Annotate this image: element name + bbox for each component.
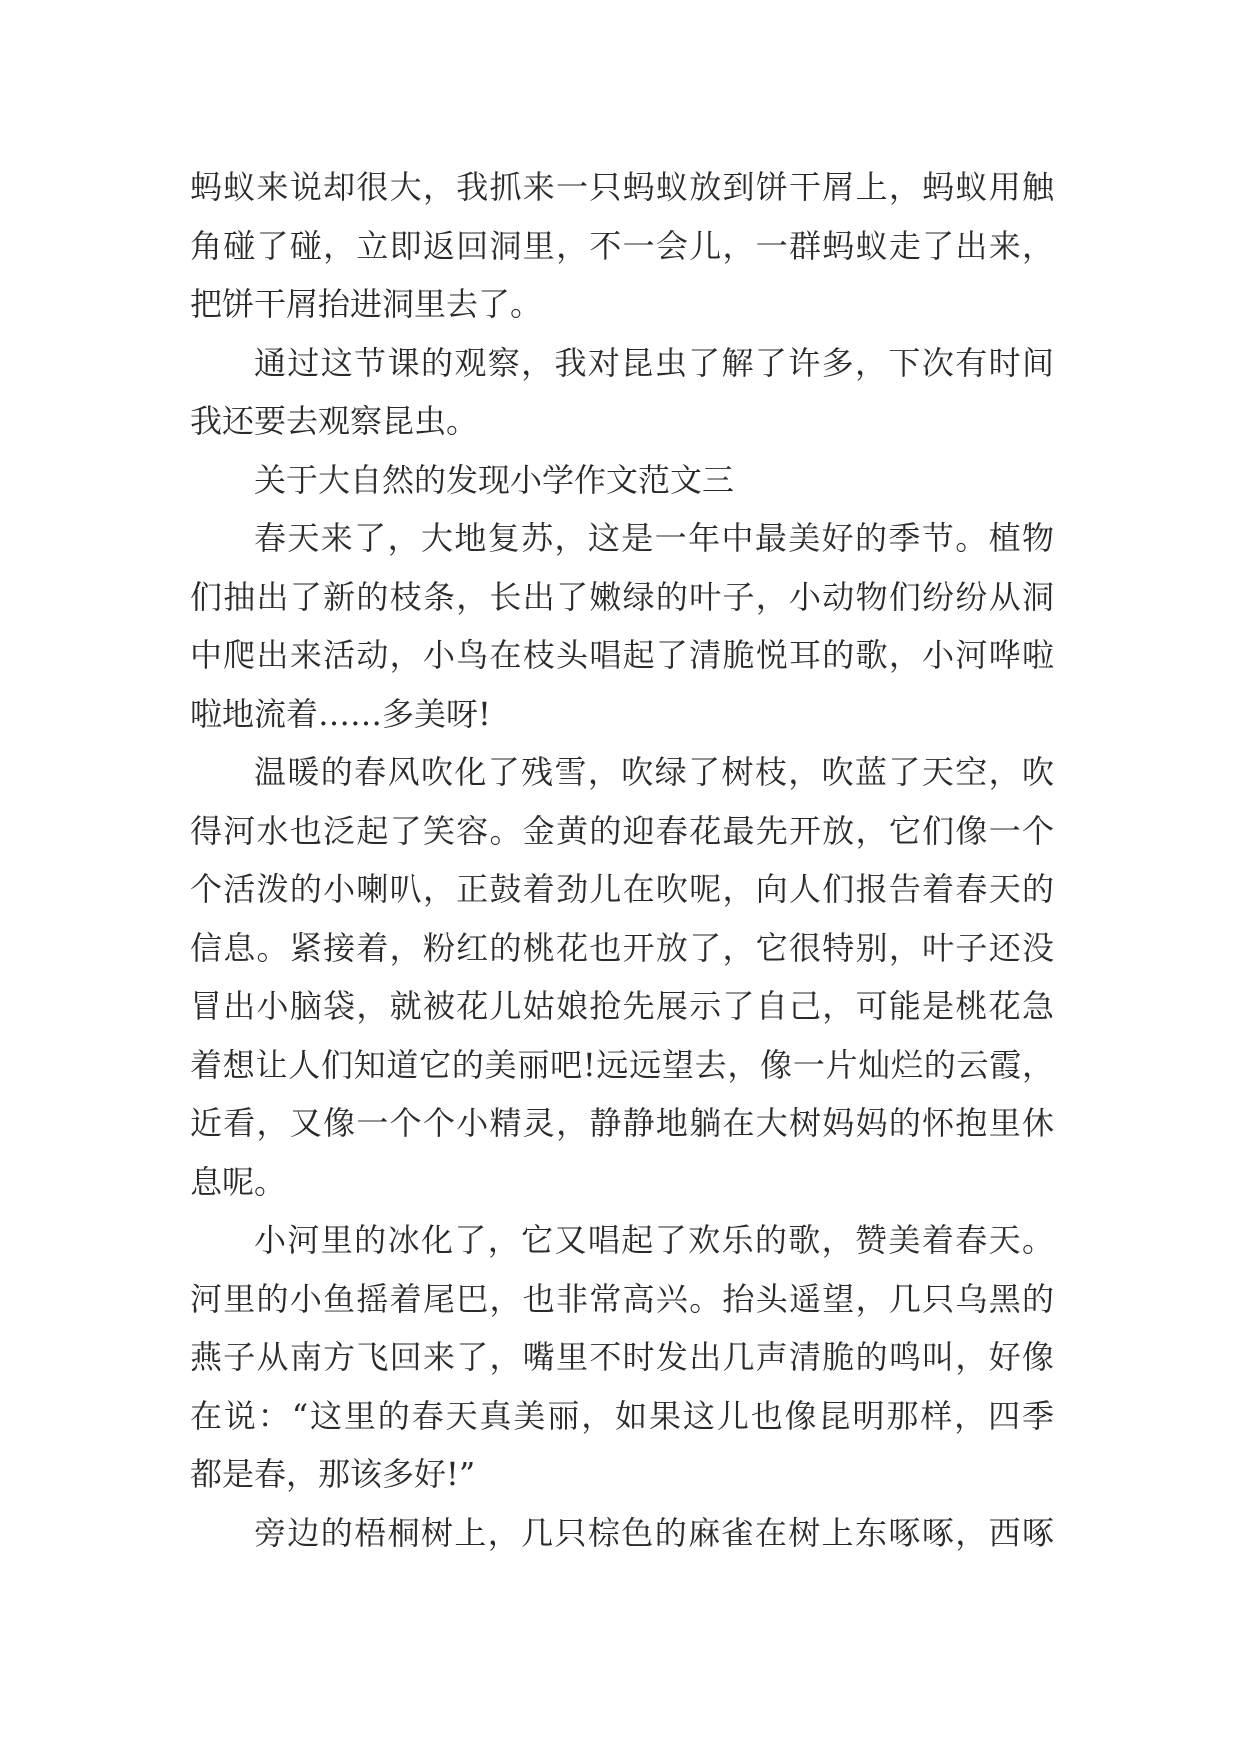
text-line: 河里的小鱼摇着尾巴，也非常高兴。抬头遥望，几只乌黑的 — [190, 1279, 1054, 1318]
text-line: 近看，又像一个个小精灵，静静地躺在大树妈妈的怀抱里休 — [190, 1104, 1054, 1142]
text-line: 春天来了，大地复苏，这是一年中最美好的季节。植物 — [254, 519, 1054, 557]
text-line: 把饼干屑抬进洞里去了。 — [190, 285, 543, 323]
text-line: 燕子从南方飞回来了，嘴里不时发出几声清脆的鸣叫，好像 — [190, 1338, 1054, 1376]
text-line: 中爬出来活动，小鸟在枝头唱起了清脆悦耳的歌，小河哗啦 — [190, 636, 1054, 674]
text-line: 信息。紧接着，粉红的桃花也开放了，它很特别，叶子还没 — [190, 928, 1054, 967]
text-line: 温暖的春风吹化了残雪，吹绿了树枝，吹蓝了天空，吹 — [254, 753, 1054, 791]
section-heading: 关于大自然的发现小学作文范文三 — [254, 460, 735, 499]
text-line: 啦地流着……多美呀! — [190, 694, 491, 733]
text-line: 息呢。 — [190, 1162, 287, 1201]
text-line: 个活泼的小喇叭，正鼓着劲儿在吹呢，向人们报告着春天的 — [190, 870, 1054, 908]
text-line: 们抽出了新的枝条，长出了嫩绿的叶子，小动物们纷纷从洞 — [190, 577, 1054, 616]
essay-text — [190, 158, 1054, 1562]
text-line: 蚂蚁来说却很大，我抓来一只蚂蚁放到饼干屑上，蚂蚁用触 — [190, 168, 1054, 206]
text-line: 旁边的梧桐树上，几只棕色的麻雀在树上东啄啄，西啄 — [254, 1513, 1054, 1552]
text-line: 我还要去观察昆虫。 — [190, 402, 479, 440]
text-line: 小河里的冰化了，它又唱起了欢乐的歌，赞美着春天。 — [254, 1221, 1054, 1259]
text-line: 通过这节课的观察，我对昆虫了解了许多，下次有时间 — [254, 343, 1054, 382]
text-line: 都是春，那该多好!” — [190, 1455, 476, 1493]
text-line: 着想让人们知道它的美丽吧!远远望去，像一片灿烂的云霞， — [190, 1045, 1054, 1084]
text-line: 得河水也泛起了笑容。金黄的迎春花最先开放，它们像一个 — [190, 811, 1054, 850]
text-line: 角碰了碰，立即返回洞里，不一会儿，一群蚂蚁走了出来， — [190, 226, 1054, 265]
text-line: 在说：“这里的春天真美丽，如果这儿也像昆明那样，四季 — [190, 1396, 1054, 1435]
text-line: 冒出小脑袋，就被花儿姑娘抢先展示了自己，可能是桃花急 — [190, 987, 1054, 1025]
